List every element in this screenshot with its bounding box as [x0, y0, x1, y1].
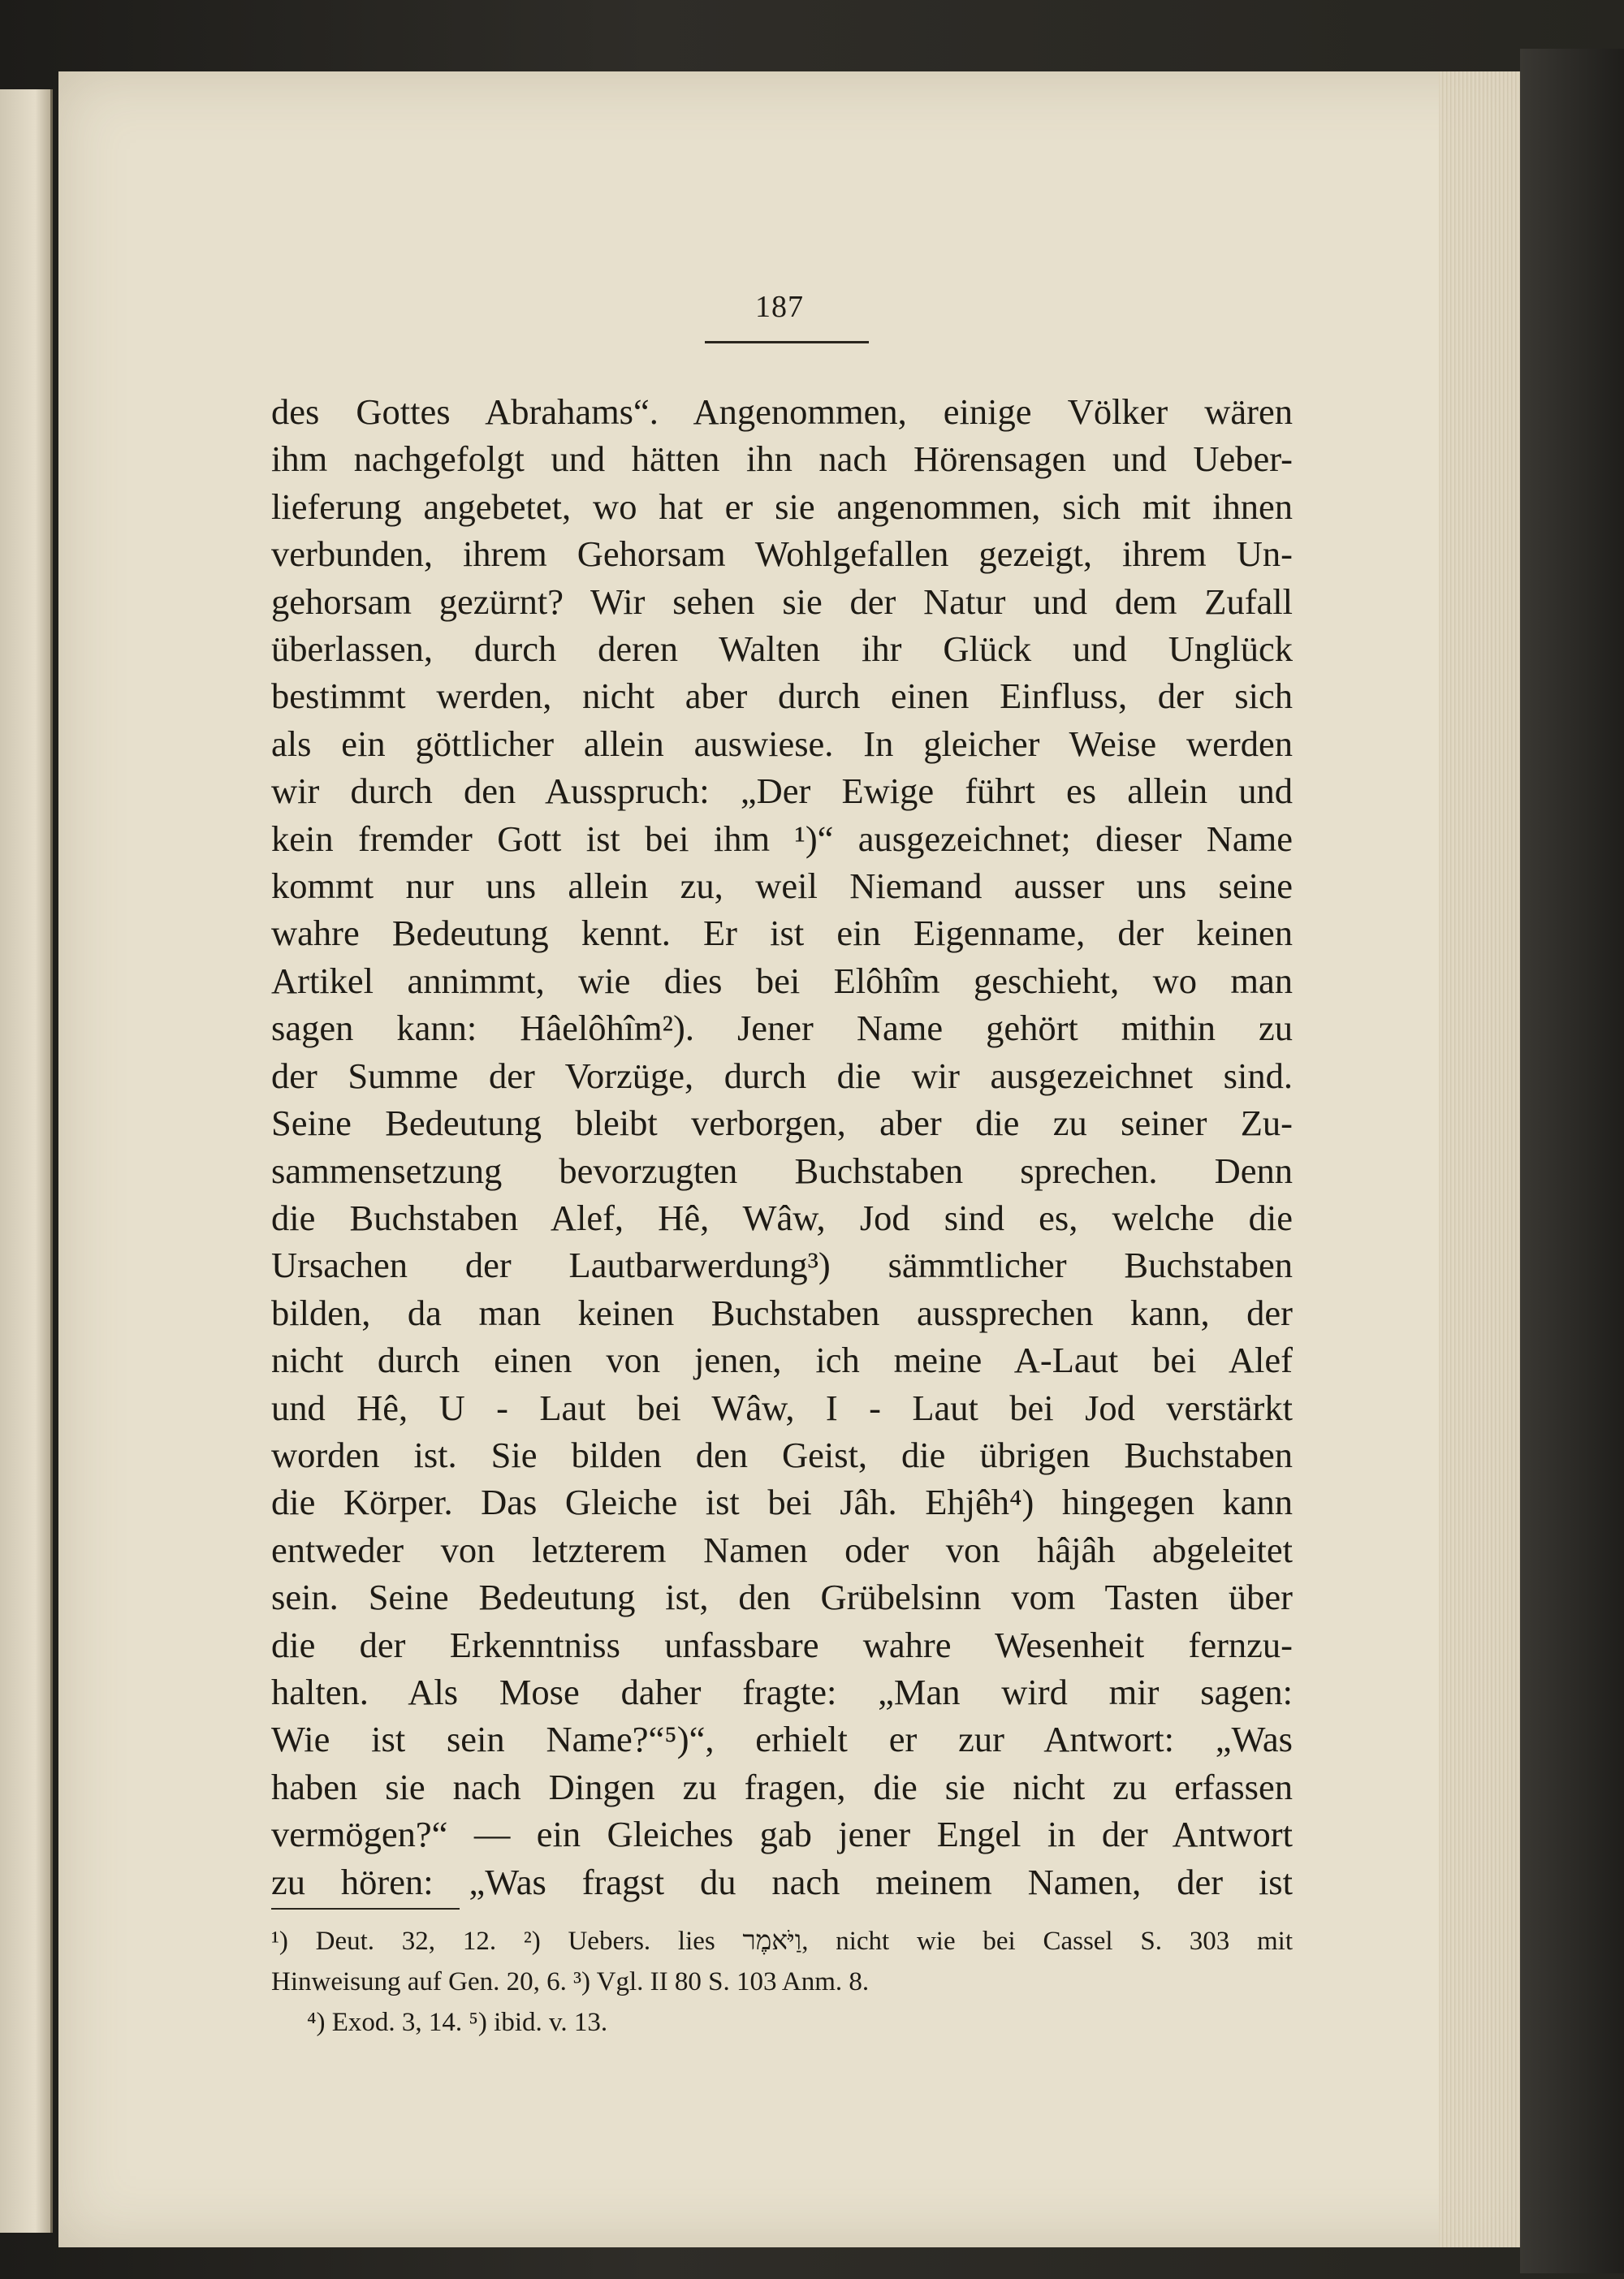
text-line: vermögen?“ — ein Gleiches gab jener Engel in der Antwort [271, 1814, 1293, 1855]
page-edges [1439, 71, 1520, 2247]
page-number: 187 [755, 290, 804, 324]
text-line: bilden, da man keinen Buchstaben aussprechen kann, der [271, 1292, 1293, 1333]
left-page-edge [0, 89, 53, 2233]
text-line: sein. Seine Bedeutung ist, den Grübelsinn vom Tasten über [271, 1577, 1293, 1618]
text-line: Ursachen der Lautbarwerdung³) sämmtlicher Buchstaben [271, 1245, 1293, 1286]
text-line: kommt nur uns allein zu, weil Niemand ausser uns seine [271, 865, 1293, 907]
text-line: lieferung angebetet, wo hat er sie angenommen, sich mit ihnen [271, 486, 1293, 527]
text-line: als ein göttlicher allein auswiese. In gleicher Weise werden [271, 723, 1293, 764]
text-line: wir durch den Ausspruch: „Der Ewige führt es allein und [271, 770, 1293, 812]
body-text [271, 388, 1293, 1906]
text-line: Artikel annimmt, wie dies bei Elôhîm geschieht, wo man [271, 960, 1293, 1001]
text-line: die Körper. Das Gleiche ist bei Jâh. Ehjêh⁴) hingegen kann [271, 1482, 1293, 1523]
text-line: sagen kann: Hâelôhîm²). Jener Name gehört mithin zu [271, 1008, 1293, 1049]
text-line: zu hören: „Was fragst du nach meinem Namen, der ist [271, 1861, 1293, 1902]
footnote-line: ⁴) Exod. 3, 14. ⁵) ibid. v. 13. [307, 2008, 608, 2037]
footnote-line: ¹) Deut. 32, 12. ²) Uebers. lies וַיֹּאמֶר, nicht wie bei Cassel S. 303 mit [271, 1927, 1293, 1956]
text-line: Wie ist sein Name?“⁵)“, erhielt er zur Antwort: „Was [271, 1719, 1293, 1760]
text-line: des Gottes Abrahams“. Angenommen, einige Völker wären [271, 391, 1293, 432]
text-line: die der Erkenntniss unfassbare wahre Wesenheit fernzu- [271, 1624, 1293, 1665]
page-header [58, 289, 1501, 325]
text-line: überlassen, durch deren Walten ihr Glück und Unglück [271, 628, 1293, 670]
text-line: worden ist. Sie bilden den Geist, die übrigen Buchstaben [271, 1434, 1293, 1475]
footnote-line: Hinweisung auf Gen. 20, 6. ³) Vgl. II 80 S. 103 Anm. 8. [271, 1967, 870, 1996]
text-line: haben sie nach Dingen zu fragen, die sie nicht zu erfassen [271, 1766, 1293, 1807]
text-line: nicht durch einen von jenen, ich meine A-Laut bei Alef [271, 1340, 1293, 1381]
text-line: ihm nachgefolgt und hätten ihn nach Hörensagen und Ueber- [271, 438, 1293, 480]
text-line: die Buchstaben Alef, Hê, Wâw, Jod sind es, welche die [271, 1197, 1293, 1238]
text-line: halten. Als Mose daher fragte: „Man wird mir sagen: [271, 1671, 1293, 1712]
text-line: sammensetzung bevorzugten Buchstaben sprechen. Denn [271, 1150, 1293, 1191]
book-cover-right [1520, 49, 1624, 2273]
footnotes [271, 1921, 1293, 2043]
text-line: der Summe der Vorzüge, durch die wir ausgezeichnet sind. [271, 1055, 1293, 1096]
text-line: gehorsam gezürnt? Wir sehen sie der Natur und dem Zufall [271, 581, 1293, 622]
text-line: entweder von letzterem Namen oder von hâjâh abgeleitet [271, 1529, 1293, 1570]
text-line: bestimmt werden, nicht aber durch einen Einfluss, der sich [271, 675, 1293, 717]
text-line: verbunden, ihrem Gehorsam Wohlgefallen gezeigt, ihrem Un- [271, 533, 1293, 575]
book-page [58, 71, 1520, 2247]
header-rule [705, 341, 869, 343]
text-line: Seine Bedeutung bleibt verborgen, aber die zu seiner Zu- [271, 1103, 1293, 1144]
text-line: kein fremder Gott ist bei ihm ¹)“ ausgezeichnet; dieser Name [271, 818, 1293, 859]
text-line: wahre Bedeutung kennt. Er ist ein Eigenname, der keinen [271, 913, 1293, 954]
footnote-rule [271, 1908, 460, 1910]
text-line: und Hê, U - Laut bei Wâw, I - Laut bei Jod verstärkt [271, 1387, 1293, 1428]
